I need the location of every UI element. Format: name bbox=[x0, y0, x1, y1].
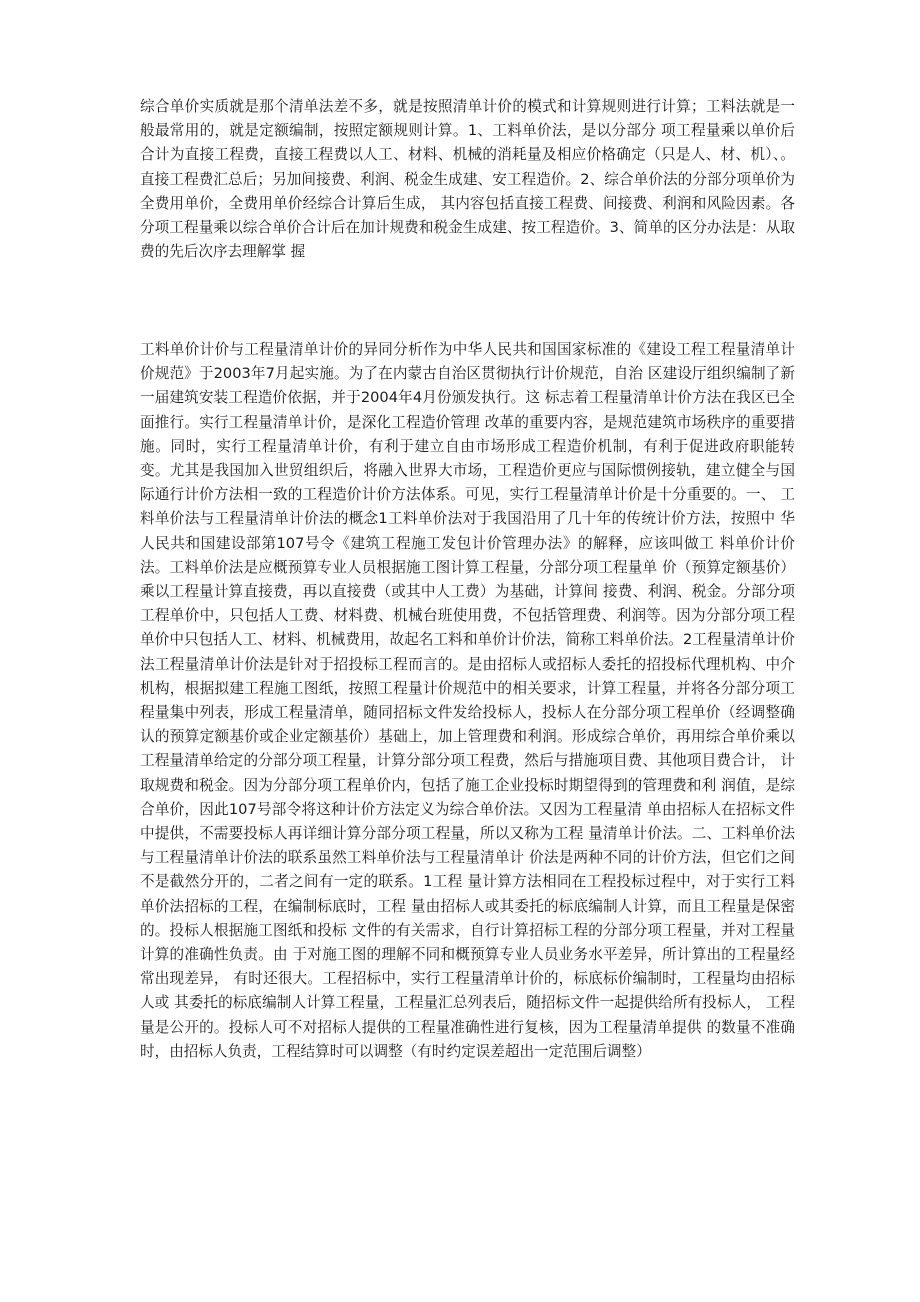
paragraph-pricing-analysis: 工料单价计价与工程量清单计价的异同分析作为中华人民共和国国家标准的《建设工程工程量清单计价规范》于2003年7月起实施。为了在内蒙古自治区贯彻执行计价规范，自治 区建设厅组织编制了新一届建筑安装工程造价依据，并于2004年4月份颁发执行。这 标志着工程量清单计价方法在我区已全面推行。实行工程量清单计价，是深化工程造价管理 改革的重要内容，是规范建筑市场秩序的重要措施。同时，实行工程量清单计价，有利于建立自由市场形成工程造价机制，有利于促进政府职能转变。尤其是我国加入世贸组织后，将融入世界大市场，工程造价更应与国际惯例接轨，建立健全与国际通行计价方法相一致的工程造价计价方法体系。可见，实行工程量清单计价是十分重要的。一、 工料单价法与工程量清单计价法的概念1工料单价法对于我国沿用了几十年的传统计价方法，按照中 华人民共和国建设部第107号令《建筑工程施工发包计价管理办法》的解释，应该叫做工 料单价计价法。工料单价法是应概预算专业人员根据施工图计算工程量，分部分项工程量单 价（预算定额基价）乘以工程量计算直接费，再以直接费（或其中人工费）为基础，计算间 接费、利润、税金。分部分项工程单价中，只包括人工费、材料费、机械台班使用费，不包括管理费、利润等。因为分部分项工程单价中只包括人工、材料、机械费用，故起名工料和单价计价法，简称工料单价法。2工程量清单计价法工程量清单计价法是针对于招投标工程而言的。是由招标人或招标人委托的招投标代理机构、中介机构，根据拟建工程施工图纸，按照工程量计价规范中的相关要求，计算工程量，并将各分部分项工程量集中列表，形成工程量清单，随同招标文件发给投标人，投标人在分部分项工程单价（经调整确认的预算定额基价或企业定额基价）基础上，加上管理费和利润。形成综合单价，再用综合单价乘以工程量清单给定的分部分项工程量，计算分部分项工程费，然后与措施项目费、其他项目费合计， 计取规费和税金。因为分部分项工程单价内，包括了施工企业投标时期望得到的管理费和利 润值，是综合单价，因此107号部令将这种计价方法定义为综合单价法。又因为工程量清 单由招标人在招标文件中提供，不需要投标人再详细计算分部分项工程量，所以又称为工程 量清单计价法。二、工料单价法与工程量清单计价法的联系虽然工料单价法与工程量清单计 价法是两种不同的计价方法，但它们之间不是截然分开的，二者之间有一定的联系。1工程 量计算方法相同在工程投标过程中，对于实行工料单价法招标的工程，在编制标底时，工程 量由招标人或其委托的标底编制人计算，而且工程量是保密的。投标人根据施工图纸和投标 文件的有关需求，自行计算招标工程的分部分项工程量，并对工程量计算的准确性负责。由 于对施工图的理解不同和概预算专业人员业务水平差异，所计算出的工程量经常出现差异， 有时还很大。工程招标中，实行工程量清单计价的，标底标价编制时，工程量均由招标人或 其委托的标底编制人计算工程量，工程量汇总列表后，随招标文件一起提供给所有投标人， 工程量是公开的。投标人可不对招标人提供的工程量准确性进行复核，因为工程量清单提供 的数量不准确时，由招标人负责，工程结算时可以调整（有时约定误差超出一定范围后调整） bbox=[140, 341, 795, 1060]
paragraph-comparison-summary: 综合单价实质就是那个清单法差不多，就是按照清单计价的模式和计算规则进行计算；工料法就是一般最常用的，就是定额编制，按照定额规则计算。1、工料单价法，是以分部分 项工程量乘以单价后合计为直接工程费，直接工程费以人工、材料、机械的消耗量及相应价格确定（只是人、材、机）、。直接工程费汇总后；另加间接费、利润、税金生成建、安工程造价。2、综合单价法的分部分项单价为全费用单价，全费用单价经综合计算后生成， 其内容包括直接工程费、间接费、利润和风险因素。各分项工程量乘以综合单价合计后在加计规费和税金生成建、按工程造价。3、简单的区分办法是：从取费的先后次序去理解掌 握 bbox=[140, 98, 795, 261]
